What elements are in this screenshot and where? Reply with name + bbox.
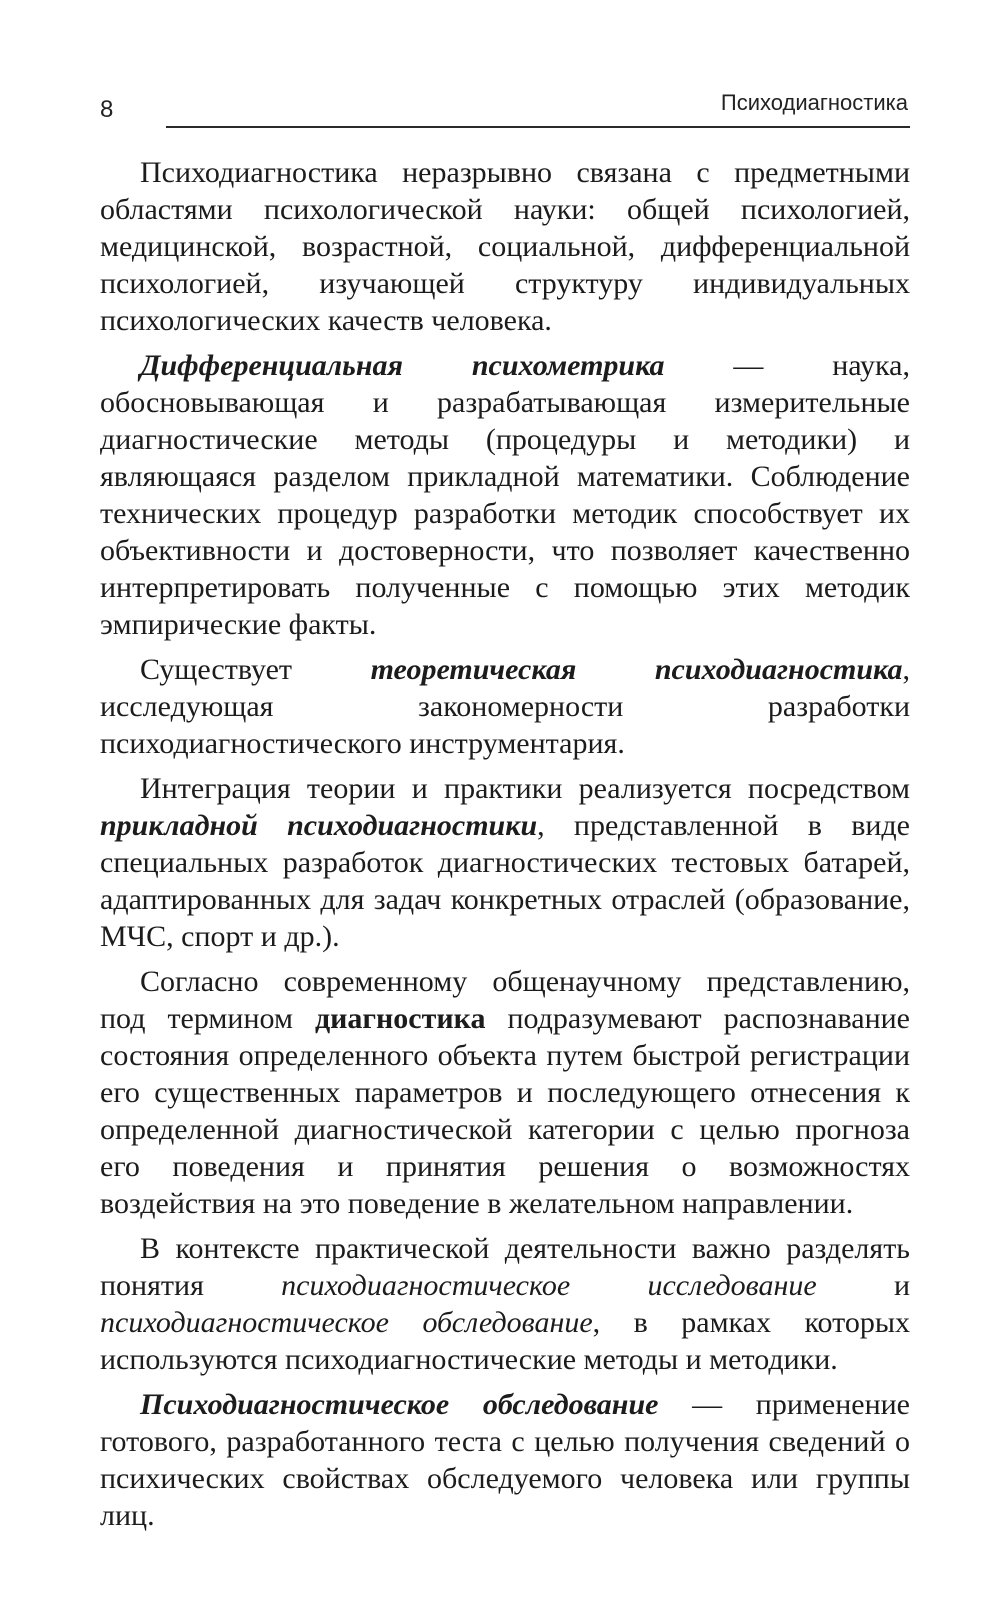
term-psychodiagnostic-examination-definition: Психодиагностическое обследование [140, 1388, 659, 1421]
paragraph-text-after: , представленной в виде специальных разработок диагностических тестовых батарей, адаптированных для задач конкретных отраслей (образование, МЧС, спорт и др.). [100, 809, 911, 953]
term-differential-psychometrics: Дифференциальная психометрика [140, 349, 665, 382]
paragraph-theoretical-psychodiagnostics [100, 651, 910, 762]
paragraph-text-before: Существует [140, 653, 371, 686]
paragraph-intro [100, 154, 910, 339]
page-header [0, 0, 1000, 140]
paragraph-research-vs-examination [100, 1230, 910, 1378]
paragraph-text-before: Согласно современному общенаучному представлению, под термином [100, 965, 910, 1035]
term-diagnostics: диагностика [314, 1002, 486, 1035]
paragraph-applied-psychodiagnostics [100, 770, 910, 955]
paragraph-text-before: Интеграция теории и практики реализуется посредством [140, 772, 910, 805]
running-title: Психодиагностика [720, 90, 908, 115]
header-rule [166, 126, 910, 128]
paragraph-text: — наука, обосновывающая и разрабатывающая измерительные диагностические методы (процедуры и методики) и являющаяся разделом прикладной математики. Соблюдение технических процедур разработки методик способствует их объективности и достоверности, что позволяет качественно интерпретировать полученные с помощью этих методик эмпирические факты. [100, 349, 910, 641]
page-number: 8 [100, 96, 114, 123]
term-psychodiagnostic-examination: психодиагностическое обследование [100, 1306, 593, 1339]
paragraph-text-after: подразумевают распознавание состояния определенного объекта путем быстрой регистрации его существенных параметров и последующего отнесения к определенной диагностической категории с целью прогноза его поведения и принятия решения о возможностях воздействия на это поведение в желательном направлении. [100, 1002, 910, 1220]
paragraph-examination-definition [100, 1386, 910, 1534]
paragraph-text-before: В контексте практической деятельности важно разделять понятия [100, 1232, 910, 1302]
paragraph-diagnostics [100, 963, 910, 1222]
paragraph-text: Психодиагностика неразрывно связана с предметными областями психологической науки: общей психологией, медицинской, возрастной, социальной, дифференциальной психологией, изучающей структуру индивидуальных психологических качеств человека. [100, 156, 910, 337]
paragraph-differential-psychometrics [100, 347, 910, 643]
paragraph-text: — применение готового, разработанного теста с целью получения сведений о психических свойствах обследуемого человека или группы лиц. [100, 1388, 910, 1532]
term-theoretical-psychodiagnostics: теоретическая психодиагностика [370, 653, 903, 686]
page-body [100, 154, 910, 1542]
term-applied-psychodiagnostics: прикладной психодиагностики [100, 809, 538, 842]
paragraph-text-after: , в рамках которых используются психодиагностические методы и методики. [100, 1306, 910, 1376]
paragraph-text-middle: и [816, 1269, 911, 1302]
term-psychodiagnostic-research: психодиагностическое исследование [281, 1269, 817, 1302]
paragraph-text-after: , исследующая закономерности разработки психодиагностического инструментария. [100, 653, 910, 760]
